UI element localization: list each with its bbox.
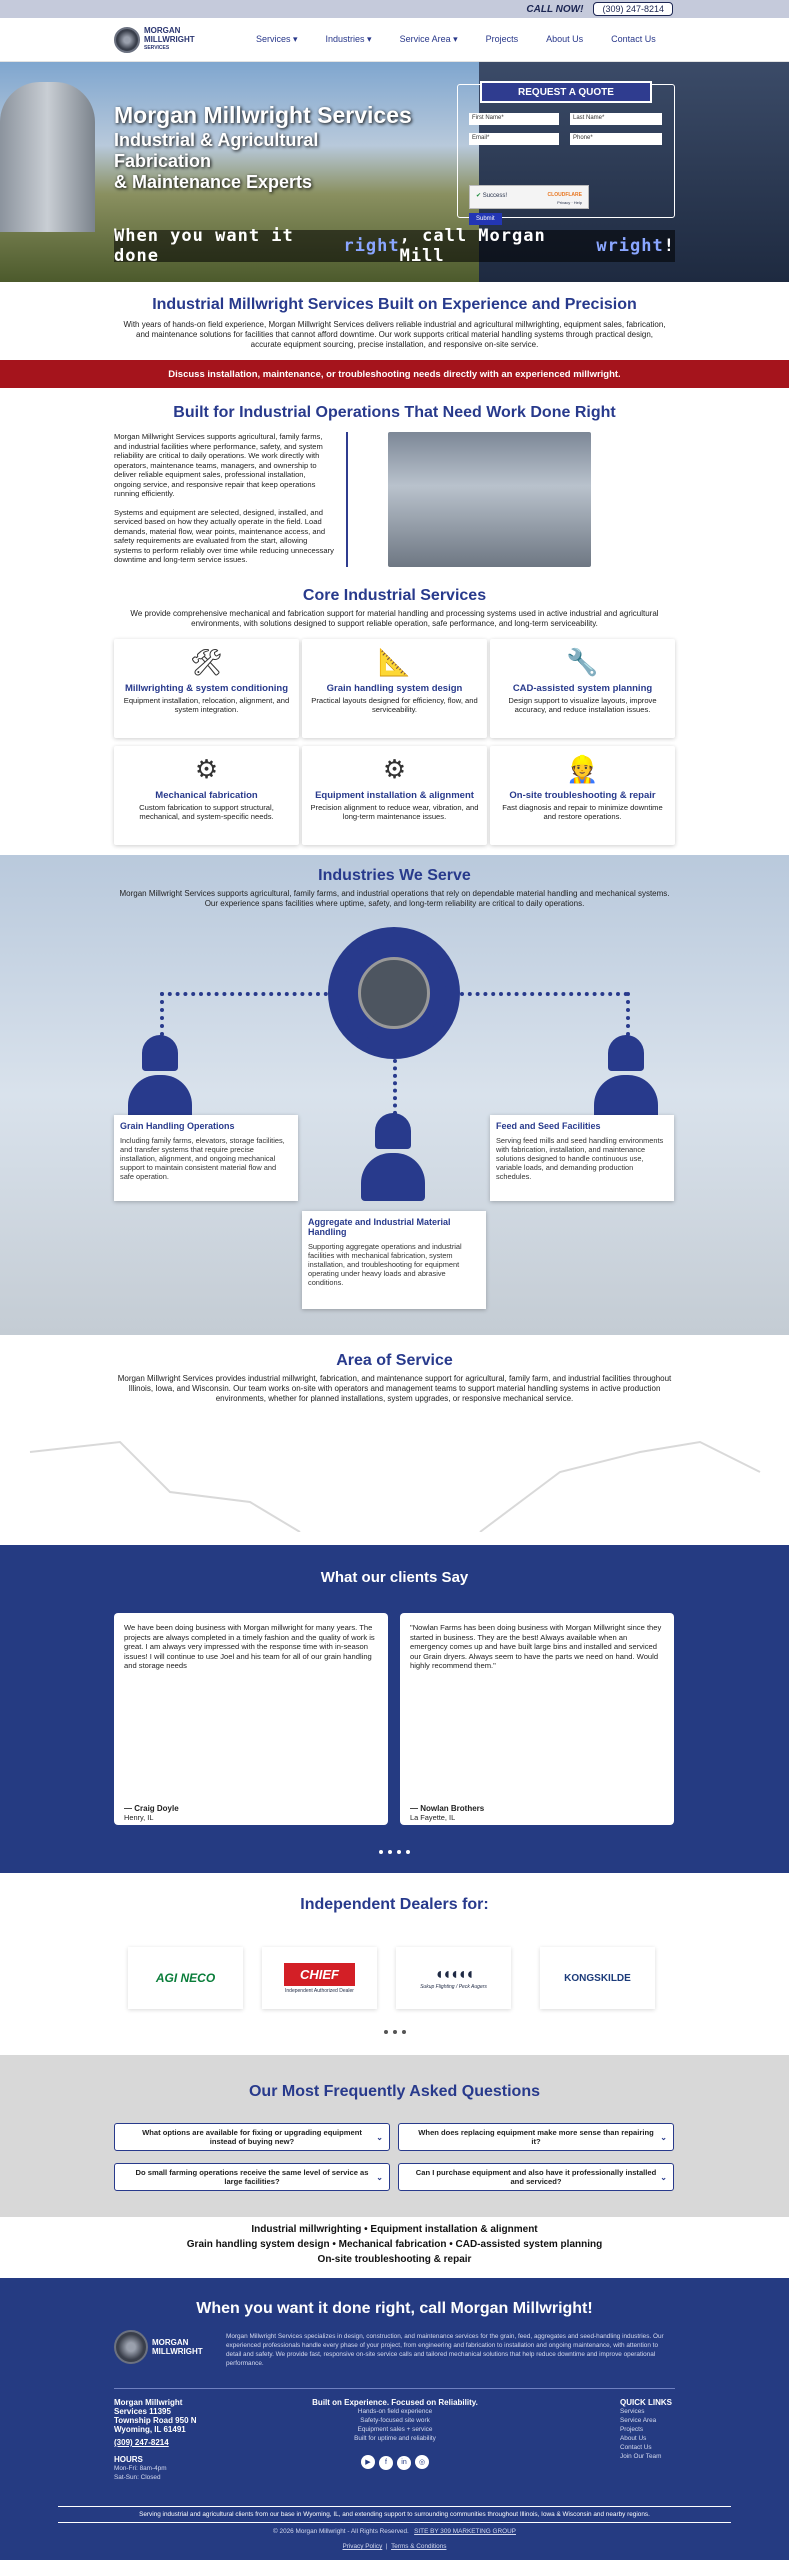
footer-company: Morgan Millwright — [114, 2398, 183, 2407]
worker-icon — [128, 1035, 192, 1123]
nav-service-area[interactable]: Service Area ▾ — [399, 34, 458, 44]
captcha-status: Success! — [482, 193, 508, 199]
footer-logo[interactable] — [114, 2330, 214, 2364]
industries-text: Morgan Millwright Services supports agricultural, family farms, and industrial operations that rely on dependable material handling and mechanical systems. Our experience spans facilities where uptime, safety, and long-term reliability are critical to daily operations. — [119, 889, 670, 908]
footer-hours: Sat-Sun: Closed — [114, 2474, 161, 2481]
chevron-down-icon: ⌄ — [376, 2132, 383, 2142]
footer-mid-item: Equipment sales + service — [357, 2426, 433, 2433]
hero-subtitle-2: Fabrication — [114, 151, 212, 171]
industries-section — [0, 855, 789, 1335]
industry-title: Feed and Seed Facilities — [496, 1121, 601, 1131]
dealer-name: Sukup Flighting / Peck Augers — [420, 1984, 487, 1990]
main-nav — [0, 18, 789, 62]
chevron-down-icon: ⌄ — [660, 2132, 667, 2142]
footer-copyright-row — [0, 2527, 789, 2536]
last-name-input[interactable]: Last Name* — [570, 113, 662, 125]
gears-icon: ⚙ — [194, 754, 219, 784]
tag-line: Grain handling system design • Mechanical fabrication • CAD-assisted system planning — [186, 2239, 603, 2250]
worker-icon — [594, 1035, 658, 1123]
footer-company2: Services 11395 — [114, 2407, 171, 2416]
linkedin-icon[interactable]: in — [397, 2456, 411, 2470]
silo-image — [0, 82, 95, 232]
banner-part-e: ! — [663, 236, 675, 256]
captcha-widget[interactable] — [469, 185, 589, 209]
chevron-down-icon: ⌄ — [376, 2172, 383, 2182]
gear-icon: ⚙ — [382, 754, 407, 784]
service-card[interactable] — [302, 639, 487, 738]
faq-question: Can I purchase equipment and also have it professionally installed and serviced? — [415, 2168, 657, 2186]
service-card[interactable] — [114, 639, 299, 738]
testimonial-name: — Nowlan Brothers — [410, 1804, 485, 1813]
call-now-label: CALL NOW! — [526, 3, 584, 15]
faq-item[interactable] — [398, 2163, 674, 2191]
industry-card — [302, 1211, 486, 1309]
privacy-link[interactable]: Privacy Policy — [342, 2543, 383, 2550]
faq-question: Do small farming operations receive the same level of service as large facilities? — [135, 2168, 369, 2186]
footer-headline: When you want it done right, call Morgan Millwright! — [196, 2300, 593, 2317]
tag-line: On-site troubleshooting & repair — [317, 2254, 472, 2265]
hero — [0, 62, 789, 282]
quick-link[interactable]: Join Our Team — [620, 2453, 662, 2460]
top-bar — [0, 0, 789, 18]
auger-icon: ◖◖◖◖◖ — [434, 1966, 473, 1983]
footer-quick-links — [620, 2398, 672, 2461]
footer-phone-link[interactable]: (309) 247-8214 — [114, 2438, 169, 2447]
built-section — [0, 432, 789, 567]
footer-about: Morgan Millwright Services specializes in design, construction, and maintenance services for the grain, feed, aggregates and seed-handling industries. Our experienced professionals handle every phase of your project, from engineering and fabrication to installation and ongoing maintenance, with attention to detail and safety. We provide fast, responsive on-site service calls and tailored mechanical solutions that help reduce downtime and improve operational performance. — [226, 2333, 664, 2367]
faq-title: Our Most Frequently Asked Questions — [248, 2083, 540, 2100]
quick-links-heading: QUICK LINKS — [620, 2398, 672, 2407]
captcha-links[interactable]: Privacy · Help — [557, 200, 582, 205]
footer-mid-heading: Built on Experience. Focused on Reliability. — [312, 2398, 478, 2407]
footer-city: Wyoming, IL 61491 — [114, 2425, 186, 2434]
quote-form — [457, 84, 675, 222]
nav-projects[interactable]: Projects — [485, 34, 519, 44]
dealer-name: KONGSKILDE — [564, 1972, 631, 1984]
hero-title: Morgan Millwright Services — [114, 102, 412, 128]
footer-credit-link[interactable]: SITE BY 309 MARKETING GROUP — [414, 2528, 516, 2535]
cad-icon: 🔧 — [566, 647, 599, 677]
intro-title: Industrial Millwright Services Built on Experience and Precision — [152, 296, 637, 313]
check-icon: ✔ — [476, 193, 482, 199]
facebook-icon[interactable]: f — [379, 2456, 393, 2470]
faq-question: When does replacing equipment make more sense than repairing it? — [418, 2128, 654, 2146]
testimonial-quote: We have been doing business with Morgan millwright for many years. The projects are always completed in a timely fashion and the quality of work is great. I am always very impressed with the response time with in-season issues! I will continue to use Joel and his team for all of our grain handling and storage needs — [124, 1623, 375, 1670]
testimonial-location: La Fayette, IL — [410, 1813, 456, 1822]
logo-disc-icon — [114, 2330, 148, 2364]
connector-dots — [393, 1059, 397, 1115]
footer-hours-heading: HOURS — [114, 2455, 143, 2464]
connector-dots — [626, 992, 630, 1036]
youtube-icon[interactable]: ▶ — [361, 2455, 375, 2469]
dealer-tagline: Independent Authorized Dealer — [285, 1987, 354, 1994]
card-title: Grain handling system design — [326, 683, 463, 694]
card-title: On-site troubleshooting & repair — [509, 790, 656, 801]
faq-item[interactable] — [398, 2123, 674, 2151]
service-card[interactable] — [114, 746, 299, 845]
service-card[interactable] — [490, 746, 675, 845]
testimonials-section — [0, 1545, 789, 1873]
dealer-logo-kongskilde[interactable] — [540, 1947, 655, 2009]
connector-dots — [460, 992, 628, 996]
footer-mid-item: Built for uptime and reliability — [354, 2435, 436, 2442]
worker-icon: 👷 — [566, 754, 599, 784]
first-name-input[interactable]: First Name* — [469, 113, 559, 125]
dealer-logo-sukup[interactable] — [396, 1947, 511, 2009]
terms-link[interactable]: Terms & Conditions — [391, 2543, 447, 2550]
hero-subtitle-1: Industrial & Agricultural — [114, 130, 319, 150]
banner-part-d: wright — [596, 236, 664, 256]
dealer-logo-agi-neco[interactable] — [128, 1947, 243, 2009]
banner-part-c: , call Morgan Mill — [399, 226, 546, 266]
core-title: Core Industrial Services — [302, 587, 487, 604]
card-title: CAD-assisted system planning — [512, 683, 653, 694]
quick-link[interactable]: About Us — [620, 2435, 647, 2442]
area-title: Area of Service — [336, 1352, 453, 1369]
footer-copyright: © 2026 Morgan Millwright - All Rights Reserved. — [273, 2528, 409, 2535]
logo-line1: MORGAN — [144, 26, 181, 35]
dealer-name: CHIEF — [284, 1963, 355, 1986]
dealers-title: Independent Dealers for: — [300, 1896, 489, 1913]
footer-address: Township Road 950 N — [114, 2416, 197, 2425]
testimonial-location: Henry, IL — [124, 1813, 154, 1822]
state-map-outline — [0, 1412, 789, 1532]
testimonial-name: — Craig Doyle — [124, 1804, 179, 1813]
quick-link[interactable]: Services — [620, 2408, 645, 2415]
captcha-brand: CLOUDFLARE — [547, 192, 582, 198]
industry-title: Aggregate and Industrial Material Handling — [308, 1217, 451, 1237]
instagram-icon[interactable]: ◎ — [415, 2455, 429, 2469]
industry-desc: Supporting aggregate operations and industrial facilities with mechanical fabrication, system installation, and troubleshooting for equipment operating under heavy loads and abrasive conditions. — [308, 1242, 462, 1287]
chevron-down-icon: ⌄ — [660, 2172, 667, 2182]
carousel-dots[interactable] — [0, 1850, 789, 1854]
card-desc: Fast diagnosis and repair to minimize downtime and restore operations. — [502, 803, 663, 821]
quick-link[interactable]: Projects — [620, 2426, 644, 2433]
faq-section — [0, 2055, 789, 2217]
built-text — [114, 432, 348, 567]
nav-industries[interactable]: Industries ▾ — [325, 34, 372, 44]
area-text: Morgan Millwright Services provides industrial millwright, fabrication, and maintenance support for agricultural, family farm, and industrial facilities throughout Illinois, Iowa, and Wisconsin. Our team works on-site with operators and management teams to support material handling systems in active production environments, whether for planned installations, system upgrades, or responsive mechanical service. — [117, 1374, 672, 1403]
logo-line1: MORGAN — [152, 2338, 189, 2347]
cta-red-bar[interactable]: Discuss installation, maintenance, or troubleshooting needs directly with an experienced millwright. — [0, 360, 789, 388]
logo-line2: MILLWRIGHT — [144, 35, 195, 44]
central-gear-icon — [328, 927, 460, 1059]
logo[interactable] — [114, 26, 234, 53]
nav-services[interactable]: Services ▾ — [256, 34, 298, 44]
core-text: We provide comprehensive mechanical and fabrication support for material handling and processing systems used in active industrial and agricultural environments, with solutions designed to support reliable operation, safe performance, and long-term serviceability. — [130, 609, 659, 628]
phone-button[interactable]: (309) 247-8214 — [593, 2, 673, 16]
card-desc: Precision alignment to reduce wear, vibration, and long-term maintenance issues. — [310, 803, 479, 821]
card-title: Millwrighting & system conditioning — [124, 683, 289, 694]
email-input[interactable]: Email* — [469, 133, 559, 145]
hero-subtitle-3: & Maintenance Experts — [114, 172, 313, 192]
logo-disc-icon — [114, 27, 140, 53]
connector-dots — [160, 992, 164, 1036]
industry-card — [114, 1115, 298, 1201]
footer-mid-item: Safety-focused site work — [360, 2417, 430, 2424]
card-title: Mechanical fabrication — [155, 790, 258, 801]
blueprint-icon: 📐 — [378, 647, 411, 677]
industry-desc: Serving feed mills and seed handling environments with fabrication, installation, and maintenance solutions designed to handle continuous use, variable loads, and demanding production schedules. — [496, 1136, 664, 1181]
service-card[interactable] — [490, 639, 675, 738]
footer-serving: Serving industrial and agricultural clients from our base in Wyoming, IL, and extending support to surrounding communities throughout Illinois, Iowa & Wisconsin and nearby regions. — [139, 2511, 650, 2518]
footer-mid — [300, 2398, 490, 2470]
intro-text: With years of hands-on field experience, Morgan Millwright Services delivers reliable industrial and agricultural millwrighting, equipment sales, fabrication, and maintenance solutions for facilities that cannot afford downtime. Our work supports critical material handling systems through practical design, accurate equipment sourcing, precise installation, and responsive on-site service. — [123, 320, 666, 349]
submit-button[interactable]: Submit — [469, 213, 502, 225]
tag-line: Industrial millwrighting • Equipment installation & alignment — [251, 2224, 538, 2235]
industry-card — [490, 1115, 674, 1201]
built-paragraph-1: Morgan Millwright Services supports agricultural, family farms, and industrial facilities where performance, safety, and system reliability are critical to daily operations. We work directly with operators, maintenance teams, managers, and ownership to deliver reliable equipment sales, professional installation, ongoing service, and responsive repair that keep operations running efficiently. — [114, 432, 323, 498]
service-card[interactable] — [302, 746, 487, 845]
footer-hours: Mon-Fri: 8am-4pm — [114, 2465, 167, 2472]
built-paragraph-2: Systems and equipment are selected, designed, installed, and serviced based on how they actually operate in the field. Load demands, material flow, wear points, maintenance access, and safety requirements are evaluated from the start, allowing systems to perform reliably over time while reducing unnecessary downtime and long-term service issues. — [114, 507, 334, 564]
hero-subtitle — [114, 130, 374, 193]
bin-interior-image — [388, 432, 591, 567]
faq-item[interactable] — [114, 2163, 390, 2191]
request-quote-button[interactable]: REQUEST A QUOTE — [480, 81, 652, 103]
footer — [0, 2278, 789, 2560]
faq-item[interactable] — [114, 2123, 390, 2151]
industries-title: Industries We Serve — [318, 867, 471, 884]
nav-contact[interactable]: Contact Us — [611, 34, 656, 44]
card-desc: Design support to visualize layouts, improve accuracy, and reduce installation issues. — [508, 696, 657, 714]
testimonial-quote: "Nowlan Farms has been doing business with Morgan Millwright since they started in business. They are the best! Always available when an emergency comes up and have built large bins and installed and serviced our Grain dryers. Always seem to have the parts we need on hand. Would highly recommend them." — [410, 1623, 662, 1670]
dealer-name: AGI NECO — [155, 1971, 216, 1985]
nav-about[interactable]: About Us — [546, 34, 584, 44]
logo-line2: MILLWRIGHT — [152, 2347, 203, 2356]
service-cards — [0, 639, 789, 845]
dealer-logo-chief[interactable] — [262, 1947, 377, 2009]
quick-link[interactable]: Service Area — [620, 2417, 657, 2424]
card-title: Equipment installation & alignment — [315, 790, 474, 801]
footer-contact — [114, 2398, 224, 2482]
legal-separator: | — [385, 2543, 388, 2550]
worker-icon — [361, 1113, 425, 1201]
built-title: Built for Industrial Operations That Need Work Done Right — [173, 404, 616, 421]
footer-mid-item: Hands-on field experience — [357, 2408, 433, 2415]
wrench-icon: 🛠 — [189, 647, 223, 677]
testimonial-card — [114, 1613, 388, 1825]
industry-title: Grain Handling Operations — [120, 1121, 235, 1131]
banner-part-b: right — [343, 236, 400, 256]
testimonials-title: What our clients Say — [320, 1569, 469, 1586]
quick-link[interactable]: Contact Us — [620, 2444, 652, 2451]
logo-line3: SERVICES — [144, 45, 170, 51]
card-desc: Practical layouts designed for efficiency, flow, and serviceability. — [311, 696, 478, 714]
industry-desc: Including family farms, elevators, storage facilities, and transfer systems that require precise installation, alignment, and ongoing mechanical support to maintain consistent material flow and safe operation. — [120, 1136, 285, 1181]
testimonial-card — [400, 1613, 674, 1825]
faq-question: What options are available for fixing or upgrading equipment instead of buying new? — [142, 2128, 362, 2146]
banner-part-a: When you want it done — [114, 226, 294, 266]
area-section — [0, 1352, 789, 1542]
connector-dots — [160, 992, 328, 996]
card-desc: Equipment installation, relocation, alignment, and system integration. — [123, 696, 290, 714]
service-tags — [0, 2222, 789, 2267]
dealer-carousel-dots[interactable] — [0, 2030, 789, 2034]
intro-section — [0, 282, 789, 350]
footer-legal — [0, 2542, 789, 2551]
hero-banner — [114, 226, 675, 266]
phone-input[interactable]: Phone* — [570, 133, 662, 145]
card-desc: Custom fabrication to support structural, mechanical, and system-specific needs. — [139, 803, 274, 821]
